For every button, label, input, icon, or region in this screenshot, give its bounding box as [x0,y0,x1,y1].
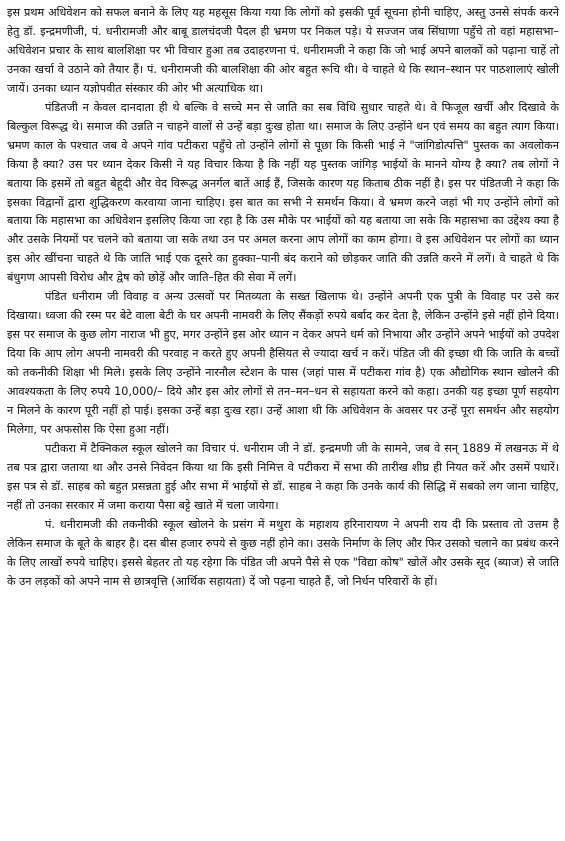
paragraph-5: पं. धनीरामजी की तकनीकी स्कूल खोलने के प्रसंग में मथुरा के महाशय हरिनारायण ने अपनी राय दी कि प्रस्ताव तो उत्तम है लेकिन समाज के बूते के बाहर है। दस बीस हजार रुपये से कुछ नहीं होने का। उसके निर्माण के लिए और फिर उसको चलाने का प्रबंध करने के लिए लाखों रुपये चाहिए। इससे बेहतर तो यह रहेगा कि पंडित जी अपने पैसे से एक "विद्या कोष" खोलें और उसके सूद (ब्याज) से जाति के उन लड़कों को अपने नाम से छात्रवृत्ति (आर्थिक सहायता) दें जो पढ़ना चाहते हैं, जो निर्धन परिवारों के हों। [7,517,559,588]
paragraph-2: पंडितजी न केवल दानदाता ही थे बल्कि वे सच्चे मन से जाति का सब विधि सुधार चाहते थे। वे फिजूल खर्ची और दिखावे के बिल्कुल विरूद्ध थे। समाज की उन्नति न चाहने वालों से उन्हें बड़ा दुःख होता था। समाज के लिए उन्होंने धन एवं समय का बहुत त्याग किया। भ्रमण काल के पश्चात जब वे अपने गांव पटीकरा पहुँचे तो उन्होंने लोगों से पूछा कि किसी भाई ने "जांगिडोत्पत्ति" पुस्तक का अवलोकन किया है क्या? उस पर ध्यान देकर किसी ने यह विचार किया है कि नहीं यह पुस्तक जांगिड़ भाईयों के मानने योग्य है क्या? तब लोगों ने बताया कि इसमें तो बहुत बेहूदी और वेद विरूद्ध अनर्गल बातें आई हैं, जिसके कारण यह किताब ठीक नहीं है। इस पर पंडितजी ने कहा कि इसका विद्वानों द्वारा शुद्धिकरण करवाया जाना चाहिए। इस बात का सभी ने समर्थन किया। वे भ्रमण करने जहां भी गए उन्होंने लोगों को बताया कि महासभा का अधिवेशन इसलिए किया जा रहा है कि उस मौके पर भाईयों को यह बताया जा सके कि महासभा का उद्देश्य क्या है और उसके नियमों पर चलने को बताया जा सके तथा उन पर अमल करना आप लोगों का काम होगा। वे इस अधिवेशन पर लोगों का ध्यान इस ओर खींचना चाहते थे कि जाति भाई एक दूसरे का हुक्का–पानी बंद कराने को छोड़कर जाति की उन्नति करने में लगें। वे चाहते थे कि बंधुगण आपसी विरोध और द्वेष को छोड़ें और जाति–हित की सेवा में लगें। [7,100,559,285]
paragraph-4: पटीकरा में टैक्निकल स्कूल खोलने का विचार पं. धनीराम जी ने डॉ. इन्द्रमणी जी के सामने, जब वे सन् 1889 में लखनऊ में थे तब पत्र द्वारा जताया था और उनसे निवेदन किया था कि इसी निमित्त वे पटीकरा में सभा की तारीख शीघ्र ही नियत करें और उसमें पधारें। इस पत्र से डॉ. साहब को बहुत प्रसन्नता हुई और सभा में भाईयों से डॉ. साहब ने कहा कि उनके कार्य की सिद्धि में सबको लग जाना चाहिए, नहीं तो उनका सरकार में जमा कराया पैसा बट्टे खाते में चला जायेगा। [7,441,559,512]
paragraph-1: इस प्रथम अधिवेशन को सफल बनाने के लिए यह महसूस किया गया कि लोगों को इसकी पूर्व सूचना होनी चाहिए, अस्तु उनसे संपर्क करने हेतु डॉ. इन्द्रमणीजी, पं. धनीरामजी और बाबू डालचंदजी पैदल ही भ्रमण पर निकल पड़े। ये सज्जन जब सिंघाणा पहुँचे तो वहां महासभा–अधिवेशन प्रचार के साथ बालशिक्षा पर भी विचार हुआ तब उदाहरणना पं. धनीरामजी ने कहा कि जो भाई अपने बालकों को पढ़ाना चाहें तो उनका खर्चा वे उठाने को तैयार हैं। पं. धनीरामजी की बालशिक्षा की ओर बहुत रूचि थी। वे चाहते थे कि स्थान–स्थान पर पाठशालाएं खोली जायें। उनका ध्यान यज्ञोपवीत संस्कार की ओर भी अत्याधिक था। [7,6,559,95]
paragraph-3: पंडित धनीराम जी विवाह व अन्य उत्सवों पर मितव्यता के सख्त खिलाफ थे। उन्होंने अपनी एक पुत्री के विवाह पर उसे कर दिखाया। ध्वजा की रस्म पर बेटे वाला बेटी के घर अपनी नामवरी के लिए सैंकड़ों रुपये बर्बाद कर देता है, लेकिन उन्होंने इसे नहीं होने दिया। इस पर समाज के कुछ लोग नाराज भी हुए, मगर उन्होंने इस ओर ध्यान न देकर अपने धर्म को निभाया और उन्होंने अपने भाईयों को उपदेश दिया कि आप लोग अपनी नामवरी की परवाह न करते हुए अपनी हैसियत से ज्यादा खर्च न करें। पंडित जी की इच्छा थी कि जाति के बच्चों को तकनीकी शिक्षा भी मिले। इसके लिए उन्होंने नारनौल स्टेशन के पास (जहां पास में पटीकरा गांव है) एक औद्योगिक स्थान खोलने की आवश्यकता के लिए रुपये 10,000/– दिये और इस ओर लोगों से तन–मन–धन से सहायता करने को कहा। उनकी यह इच्छा पूर्ण सहयोग न मिलने के कारण पूरी नहीं हो पाई। इसका उन्हें बड़ा दुःख रहा। उन्हें आशा थी कि अधिवेशन के अवसर पर उन्हें पूरा समर्थन और सहयोग मिलेगा, पर अफसोस कि ऐसा हुआ नहीं। [7,290,559,436]
